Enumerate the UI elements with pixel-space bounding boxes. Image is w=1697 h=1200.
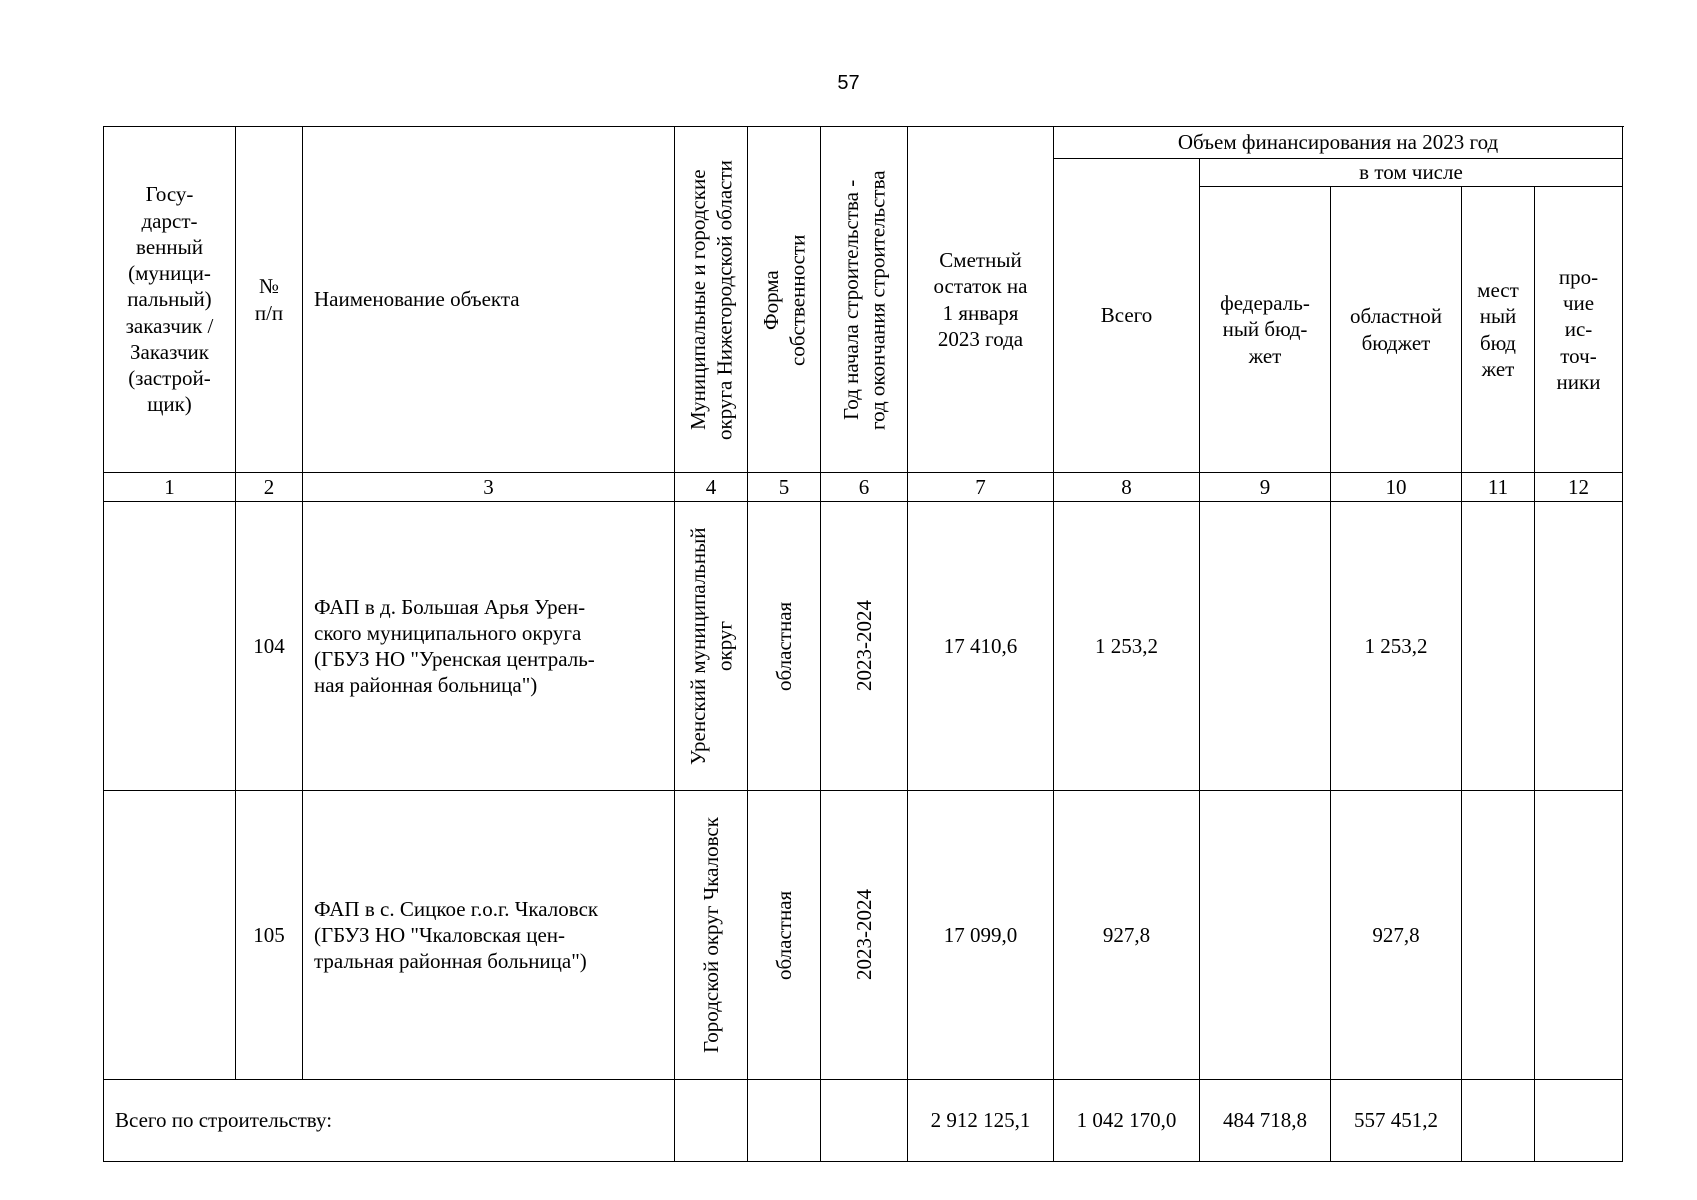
column-number: 12 (1535, 473, 1623, 502)
table-row (104, 502, 1623, 791)
table-row (104, 791, 1623, 1080)
column-number: 6 (821, 473, 908, 502)
row-regional: 927,8 (1331, 791, 1462, 1080)
row-number: 105 (236, 791, 303, 1080)
header-local: мест ный бюд жет (1462, 187, 1535, 473)
page-number: 57 (837, 72, 860, 94)
header-other: про- чие ис- точ- ники (1535, 187, 1623, 473)
header-years: Год начала строительства - год окончания строительства (838, 169, 889, 430)
column-number: 10 (1331, 473, 1462, 502)
totals-empty-ownership (748, 1080, 821, 1162)
row-other (1535, 502, 1623, 791)
row-number: 104 (236, 502, 303, 791)
column-number: 11 (1462, 473, 1535, 502)
row-years-cell (821, 791, 908, 1080)
header-ownership: Форма собственности (758, 233, 809, 366)
row-local (1462, 502, 1535, 791)
row-municipality-cell (675, 791, 748, 1080)
row-municipality: Уренский муниципальный округ (685, 527, 736, 765)
column-number: 4 (675, 473, 748, 502)
column-number: 7 (908, 473, 1054, 502)
totals-total: 1 042 170,0 (1054, 1080, 1200, 1162)
row-federal (1200, 791, 1331, 1080)
totals-local (1462, 1080, 1535, 1162)
totals-label: Всего по строительству: (104, 1080, 675, 1162)
row-regional: 1 253,2 (1331, 502, 1462, 791)
totals-row (104, 1080, 1623, 1162)
row-years: 2023-2024 (851, 889, 876, 981)
header-customer: Госу- дарст- венный (муници- пальный) заказчик / Заказчик (застрой- щик) (104, 127, 236, 473)
header-row-top (104, 127, 1623, 159)
header-municipality: Муниципальные и городские округа Нижегородской области (685, 159, 736, 440)
column-number: 8 (1054, 473, 1200, 502)
row-estimate: 17 410,6 (908, 502, 1054, 791)
row-ownership: областная (771, 890, 796, 980)
header-object-name: Наименование объекта (303, 127, 675, 473)
column-number: 5 (748, 473, 821, 502)
header-financing: Объем финансирования на 2023 год (1054, 127, 1623, 159)
totals-estimate: 2 912 125,1 (908, 1080, 1054, 1162)
row-local (1462, 791, 1535, 1080)
row-object-name: ФАП в д. Большая Арья Урен- ского муниципального округа (ГБУЗ НО "Уренская централь- ная районная больница") (303, 502, 675, 791)
construction-financing-table (103, 126, 1623, 1162)
header-total: Всего (1054, 159, 1200, 473)
totals-regional: 557 451,2 (1331, 1080, 1462, 1162)
column-number: 9 (1200, 473, 1331, 502)
header-ownership-cell (748, 127, 821, 473)
row-other (1535, 791, 1623, 1080)
column-number-row (104, 473, 1623, 502)
column-number: 3 (303, 473, 675, 502)
totals-federal: 484 718,8 (1200, 1080, 1331, 1162)
row-municipality: Городской округ Чкаловск (698, 817, 723, 1053)
row-customer (104, 502, 236, 791)
header-number: № п/п (236, 127, 303, 473)
row-customer (104, 791, 236, 1080)
header-federal: федераль- ный бюд- жет (1200, 187, 1331, 473)
header-municipality-cell (675, 127, 748, 473)
header-regional: областной бюджет (1331, 187, 1462, 473)
row-object-name: ФАП в с. Сицкое г.о.г. Чкаловск (ГБУЗ НО "Чкаловская цен- тральная районная больница") (303, 791, 675, 1080)
totals-empty-years (821, 1080, 908, 1162)
row-ownership-cell (748, 791, 821, 1080)
row-municipality-cell (675, 502, 748, 791)
column-number: 2 (236, 473, 303, 502)
header-estimate: Сметный остаток на 1 января 2023 года (908, 127, 1054, 473)
header-including: в том числе (1200, 159, 1623, 187)
row-years-cell (821, 502, 908, 791)
row-years: 2023-2024 (851, 600, 876, 692)
totals-empty-municipality (675, 1080, 748, 1162)
row-federal (1200, 502, 1331, 791)
row-estimate: 17 099,0 (908, 791, 1054, 1080)
row-total: 1 253,2 (1054, 502, 1200, 791)
header-years-cell (821, 127, 908, 473)
row-total: 927,8 (1054, 791, 1200, 1080)
row-ownership-cell (748, 502, 821, 791)
row-ownership: областная (771, 601, 796, 691)
totals-other (1535, 1080, 1623, 1162)
column-number: 1 (104, 473, 236, 502)
